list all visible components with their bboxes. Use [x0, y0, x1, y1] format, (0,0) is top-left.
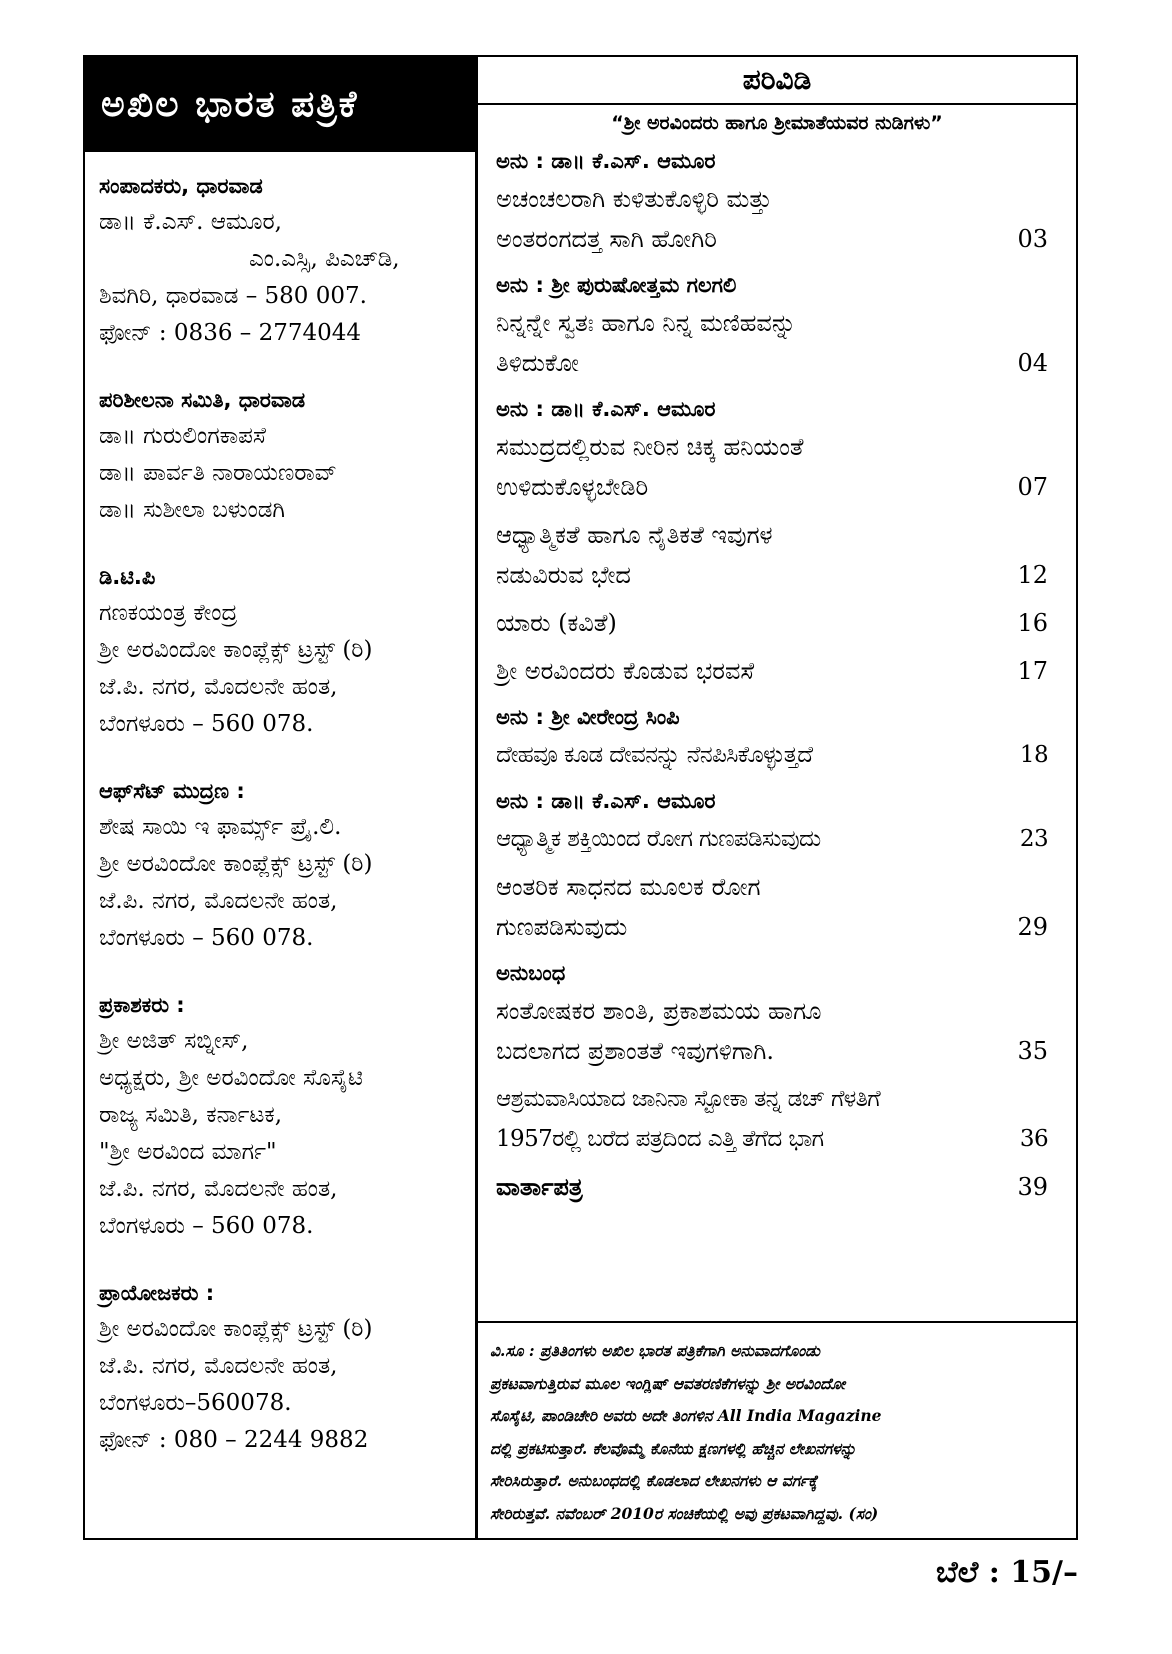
entry-page: 17: [1017, 657, 1048, 685]
credit-heading: ಆಫ್‌ಸೆಟ್ ಮುದ್ರಣ :: [99, 779, 245, 803]
entry-title-line: ನಡುವಿರುವ ಭೇದ: [496, 561, 631, 589]
translator-credit: ಅನು : ಶ್ರೀ ಪುರುಷೋತ್ತಮ ಗಲಗಲಿ: [496, 273, 737, 297]
credit-heading: ಪ್ರಕಾಶಕರು :: [99, 993, 185, 1017]
note-line: ಸೇರಿರುತ್ತವೆ. ನವೆಂಬರ್ 2010ರ ಸಂಚಿಕೆಯಲ್ಲಿ ಅವು ಪ್ರಕಟವಾಗಿದ್ದವು. (ಸಂ): [490, 1503, 879, 1523]
entry-title-line: ಬದಲಾಗದ ಪ್ರಶಾಂತತೆ ಇವುಗಳಿಗಾಗಿ.: [496, 1037, 775, 1065]
masthead-title: ಅಖಿಲ ಭಾರತ ಪತ್ರಿಕೆ: [85, 57, 475, 152]
credit-section: [99, 1275, 465, 1459]
credit-line: ಶೇಷ ಸಾಯಿ ಇ ಫಾರ್ಮ್ಸ್ ಪ್ರೈ.ಲಿ.: [99, 814, 342, 840]
credit-section: [99, 382, 465, 529]
credit-line: ಅಧ್ಯಕ್ಷರು, ಶ್ರೀ ಅರವಿಂದೋ ಸೊಸೈಟಿ: [99, 1065, 363, 1091]
credit-heading: ಸಂಪಾದಕರು, ಧಾರವಾಡ: [99, 174, 263, 198]
credit-line: ಗಣಕಯಂತ್ರ ಕೇಂದ್ರ: [99, 600, 238, 626]
entry-title-line: ನಿನ್ನನ್ನೇ ಸ್ವತಃ ಹಾಗೂ ನಿನ್ನ ಮಣಿಹವನ್ನು: [496, 309, 797, 337]
entry-title-line: ಆಧ್ಯಾತ್ಮಿಕತೆ ಹಾಗೂ ನೈತಿಕತೆ ಇವುಗಳ: [496, 521, 773, 549]
entry-title-line: ಆಂತರಿಕ ಸಾಧನದ ಮೂಲಕ ರೋಗ: [496, 873, 761, 901]
credit-line: ಜೆ.ಪಿ. ನಗರ, ಮೊದಲನೇ ಹಂತ,: [99, 1176, 338, 1202]
contents-list: [478, 141, 1076, 1207]
entry-page: 12: [1017, 561, 1048, 589]
credit-line: ಡಾ॥ ಸುಶೀಲಾ ಬಳುಂಡಗಿ: [99, 497, 285, 523]
toc-entry[interactable]: [496, 303, 1048, 383]
credit-heading: ಪರಿಶೀಲನಾ ಸಮಿತಿ, ಧಾರವಾಡ: [99, 388, 306, 412]
credit-line: ಫೋನ್ : 080 – 2244 9882: [99, 1427, 369, 1453]
credit-line: ಶ್ರೀ ಅರವಿಂದೋ ಕಾಂಪ್ಲೆಕ್ಸ್ ಟ್ರಸ್ಟ್ (ರಿ): [99, 851, 373, 877]
credit-section: [99, 168, 465, 352]
entry-page: 39: [1017, 1173, 1048, 1201]
entry-title-line: ಗುಣಪಡಿಸುವುದು: [496, 913, 628, 941]
entry-title-line: ತಿಳಿದುಕೋ: [496, 349, 579, 377]
credit-line: "ಶ್ರೀ ಅರವಿಂದ ಮಾರ್ಗ": [99, 1139, 277, 1165]
entry-page: 18: [1019, 742, 1048, 768]
entry-page: 36: [1019, 1126, 1048, 1152]
toc-entry[interactable]: [496, 867, 1048, 947]
note-line: ಪ್ರಕಟವಾಗುತ್ತಿರುವ ಮೂಲ ಇಂಗ್ಲಿಷ್ ಆವತರಣಿಕೆಗಳನ್ನು ಶ್ರೀ ಅರವಿಂದೋ: [490, 1373, 846, 1393]
toc-entry[interactable]: [496, 819, 1048, 859]
entry-page: 07: [1017, 473, 1048, 501]
credit-line: ಎಂ.ಎಸ್ಸಿ, ಪಿಎಚ್‌ಡಿ,: [249, 246, 400, 272]
entry-title-line: ಉಳಿದುಕೊಳ್ಳಬೇಡಿರಿ: [496, 473, 649, 501]
toc-entry[interactable]: [496, 991, 1048, 1071]
translator-credit: ಅನು : ಡಾ॥ ಕೆ.ಎಸ್. ಆಮೂರ: [496, 149, 716, 173]
toc-entry[interactable]: [496, 427, 1048, 507]
toc-entry[interactable]: [496, 1079, 1048, 1159]
credit-line: ಬೆಂಗಳೂರು – 560 078.: [99, 1213, 314, 1239]
note-line: ಸೇರಿಸಿರುತ್ತಾರೆ. ಅನುಬಂಧದಲ್ಲಿ ಕೊಡಲಾದ ಲೇಖನಗಳು ಆ ವರ್ಗಕ್ಕೆ: [490, 1471, 818, 1490]
entry-title-line: ಅಚಂಚಲರಾಗಿ ಕುಳಿತುಕೊಳ್ಳಿರಿ ಮತ್ತು: [496, 185, 772, 213]
page-frame: [83, 55, 1078, 1540]
contents-column: [478, 57, 1076, 1538]
credit-line: ಶ್ರೀ ಅರವಿಂದೋ ಕಾಂಪ್ಲೆಕ್ಸ್ ಟ್ರಸ್ಟ್ (ರಿ): [99, 637, 373, 663]
entry-page: 23: [1019, 826, 1048, 852]
note-line: ಸೊಸೈಟಿ, ಪಾಂಡಿಚೇರಿ ಅವರು ಅದೇ ತಿಂಗಳಿನ All India Magazine: [490, 1406, 882, 1425]
entry-title-line: ಆಧ್ಯಾತ್ಮಿಕ ಶಕ್ತಿಯಿಂದ ರೋಗ ಗುಣಪಡಿಸುವುದು: [496, 826, 821, 852]
entry-title-line: ಅಂತರಂಗದತ್ತ ಸಾಗಿ ಹೋಗಿರಿ: [496, 225, 717, 253]
toc-entry[interactable]: [496, 515, 1048, 595]
translator-credit: ಅನು : ಡಾ॥ ಕೆ.ಎಸ್. ಆಮೂರ: [496, 397, 716, 421]
entry-title-line: ಶ್ರೀ ಅರವಿಂದರು ಕೊಡುವ ಭರವಸೆ: [496, 657, 755, 685]
entry-title-line: ವಾರ್ತಾಪತ್ರ: [496, 1173, 583, 1201]
note-line: ದಲ್ಲಿ ಪ್ರಕಟಿಸುತ್ತಾರೆ. ಕೆಲವೊಮ್ಮೆ ಕೊನೆಯ ಕ್ಷಣಗಳಲ್ಲಿ ಹೆಚ್ಚಿನ ಲೇಖನಗಳನ್ನು: [490, 1438, 857, 1458]
credit-section: [99, 987, 465, 1245]
credit-line: ಬೆಂಗಳೂರು – 560 078.: [99, 925, 314, 951]
credit-line: ರಾಜ್ಯ ಸಮಿತಿ, ಕರ್ನಾಟಕ,: [99, 1102, 283, 1128]
credit-line: ಶ್ರೀ ಅಜಿತ್ ಸಬ್ನೀಸ್,: [99, 1028, 249, 1054]
credit-line: ಜೆ.ಪಿ. ನಗರ, ಮೊದಲನೇ ಹಂತ,: [99, 1353, 338, 1379]
translator-credit: ಅನು : ಶ್ರೀ ವೀರೇಂದ್ರ ಸಿಂಪಿ: [496, 705, 680, 729]
credit-heading: ಪ್ರಾಯೋಜಕರು :: [99, 1281, 215, 1305]
price-label: ಬೆಲೆ : 15/–: [936, 1555, 1078, 1590]
credit-line: ಬೆಂಗಳೂರು–560078.: [99, 1390, 292, 1416]
translator-credit: ಅನು : ಡಾ॥ ಕೆ.ಎಸ್. ಆಮೂರ: [496, 789, 716, 813]
entry-page: 04: [1017, 349, 1048, 377]
entry-title-line: ಆಶ್ರಮವಾಸಿಯಾದ ಜಾನಿನಾ ಸ್ಟೋಕಾ ತನ್ನ ಡಚ್ ಗೆಳತಿಗೆ: [496, 1086, 881, 1112]
toc-entry[interactable]: [496, 1167, 1048, 1207]
entry-title-line: ಯಾರು (ಕವಿತೆ): [496, 609, 617, 637]
entry-title-line: ದೇಹವೂ ಕೂಡ ದೇವನನ್ನು ನೆನಪಿಸಿಕೊಳ್ಳುತ್ತದೆ: [496, 742, 813, 768]
credit-line: ಜೆ.ಪಿ. ನಗರ, ಮೊದಲನೇ ಹಂತ,: [99, 674, 338, 700]
credit-line: ಡಾ॥ ಕೆ.ಎಸ್. ಆಮೂರ,: [99, 209, 282, 235]
entry-page: 35: [1017, 1037, 1048, 1065]
credit-line: ಡಾ॥ ಗುರುಲಿಂಗಕಾಪಸೆ: [99, 423, 266, 449]
toc-entry[interactable]: [496, 651, 1048, 691]
credit-line: ಡಾ॥ ಪಾರ್ವತಿ ನಾರಾಯಣರಾವ್: [99, 460, 337, 486]
entry-title-line: ಸಮುದ್ರದಲ್ಲಿರುವ ನೀರಿನ ಚಿಕ್ಕ ಹನಿಯಂತೆ: [496, 433, 804, 461]
credit-section: [99, 559, 465, 743]
credit-heading: ಡಿ.ಟಿ.ಪಿ: [99, 565, 156, 589]
entry-title-line: 1957ರಲ್ಲಿ ಬರೆದ ಪತ್ರದಿಂದ ಎತ್ತಿ ತೆಗೆದ ಭಾಗ: [496, 1126, 824, 1152]
credit-line: ಶಿವಗಿರಿ, ಧಾರವಾಡ – 580 007.: [99, 283, 367, 309]
toc-entry[interactable]: [496, 735, 1048, 775]
credit-line: ಜೆ.ಪಿ. ನಗರ, ಮೊದಲನೇ ಹಂತ,: [99, 888, 338, 914]
note-line: ವಿ.ಸೂ : ಪ್ರತಿತಿಂಗಳು ಅಖಿಲ ಭಾರತ ಪತ್ರಿಕೆಗಾಗಿ ಅನುವಾದಗೊಂಡು: [490, 1341, 820, 1360]
credit-line: ಶ್ರೀ ಅರವಿಂದೋ ಕಾಂಪ್ಲೆಕ್ಸ್ ಟ್ರಸ್ಟ್ (ರಿ): [99, 1316, 373, 1342]
credit-section: [99, 773, 465, 957]
credit-line: ಫೋನ್ : 0836 – 2774044: [99, 320, 362, 346]
toc-entry[interactable]: [496, 179, 1048, 259]
entry-page: 16: [1017, 609, 1048, 637]
entry-page: 29: [1017, 913, 1048, 941]
note-divider: [478, 1321, 1076, 1323]
credit-line: ಬೆಂಗಳೂರು – 560 078.: [99, 711, 314, 737]
editorial-note: [478, 1325, 1076, 1538]
entry-page: 03: [1017, 225, 1048, 253]
toc-entry[interactable]: [496, 603, 1048, 643]
masthead-column: [85, 57, 478, 1538]
appendix-heading: ಅನುಬಂಧ: [496, 961, 566, 985]
entry-title-line: ಸಂತೋಷಕರ ಶಾಂತಿ, ಪ್ರಕಾಶಮಯ ಹಾಗೂ: [496, 997, 822, 1025]
credits: [85, 152, 475, 1459]
contents-subtitle: “ಶ್ರೀ ಅರವಿಂದರು ಹಾಗೂ ಶ್ರೀಮಾತೆಯವರ ನುಡಿಗಳು”: [611, 112, 943, 134]
contents-title: ಪರಿವಿಡಿ: [478, 57, 1076, 105]
